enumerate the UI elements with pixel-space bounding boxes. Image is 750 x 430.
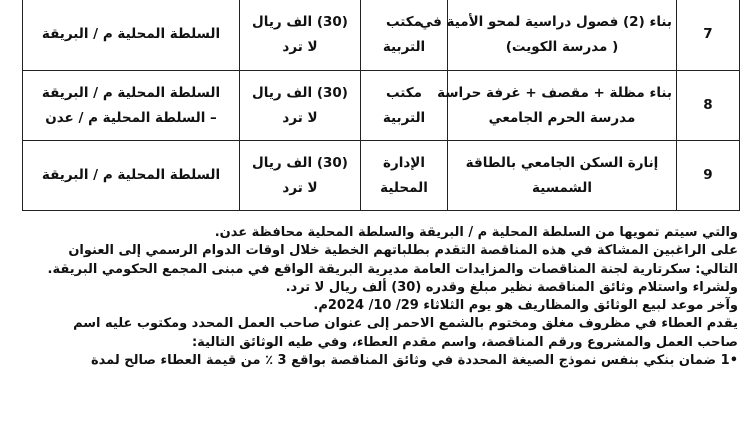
- executing-body-line: مكتب: [385, 13, 422, 30]
- authority-line: – السلطة المحلية م / عدن: [45, 109, 217, 126]
- description-line: بناء مظلة + مقصف + غرفة حراسة: [437, 84, 672, 101]
- row-number-cell: 7: [677, 0, 740, 71]
- executing-body-cell: [361, 141, 448, 211]
- description-line: مدرسة الحرم الجامعي: [488, 109, 636, 126]
- executing-body-line: الإدارة: [383, 154, 425, 171]
- table-row: [23, 0, 740, 71]
- document-price-cell: [240, 71, 361, 141]
- description-line: بناء (2) فصول دراسية لمحو الأمية في: [419, 13, 672, 30]
- price-line: (30) الف ريال: [252, 154, 348, 171]
- tender-table: [22, 0, 740, 211]
- funding-authority-cell: [23, 71, 240, 141]
- price-line: (30) الف ريال: [252, 84, 348, 101]
- executing-body-line: التربية: [382, 109, 426, 126]
- project-description-cell: [448, 141, 677, 211]
- price-line: لا ترد: [282, 109, 318, 126]
- notice-paragraph-line: يقدم العطاء في مظروف مغلق ومختوم بالشمع الاحمر إلى عنوان صاحب العمل المحدد ومكتوب عليه اسم: [73, 316, 738, 332]
- row-number-cell: 9: [677, 141, 740, 211]
- notice-paragraph-line: التالي: سكرتارية لجنة المناقصات والمزايدات العامة مديرية البريقة الواقع في مبنى المجمع الحكومي البريقة.: [47, 261, 738, 277]
- funding-authority-cell: [23, 0, 240, 71]
- authority-line: السلطة المحلية م / البريقة: [41, 167, 221, 183]
- notice-paragraph-line: وآخر موعد لبيع الوثائق والمظاريف هو يوم الثلاثاء 29/ 10/ 2024م.: [313, 298, 738, 314]
- executing-body-line: التربية: [382, 38, 426, 55]
- notice-paragraph-line: ولشراء واستلام وثائق المناقصة نظير مبلغ وقدره (30) ألف ريال لا ترد.: [285, 279, 738, 295]
- project-description-cell: [419, 0, 677, 71]
- notice-paragraph-line: صاحب العمل والمشروع ورقم المناقصة، واسم مقدم العطاء، وفي طيه الوثائق التالية:: [191, 334, 738, 350]
- row-number-cell: 8: [677, 71, 740, 141]
- authority-line: السلطة المحلية م / البريقة: [41, 84, 221, 101]
- description-line: ( مدرسة الكويت): [505, 38, 619, 55]
- authority-line: السلطة المحلية م / البريقة: [41, 26, 221, 42]
- price-line: لا ترد: [282, 38, 318, 55]
- description-line: الشمسية: [532, 179, 592, 196]
- project-description-cell: [437, 71, 677, 141]
- notice-paragraph-line: والتي سيتم تمويها من السلطة المحلية م / البريقة والسلطة المحلية محافظة عدن.: [214, 225, 738, 240]
- description-line: إنارة السكن الجامعي بالطاقة: [465, 154, 659, 171]
- price-line: لا ترد: [282, 179, 318, 196]
- document-price-cell: [240, 141, 361, 211]
- notice-paragraph-line: •1 ضمان بنكي بنفس نموذج الصيغة المحددة في وثائق المناقصة بواقع 3 ٪ من قيمة العطاء صالح لمدة: [90, 353, 738, 369]
- executing-body-cell: [361, 71, 448, 141]
- funding-authority-cell: [23, 141, 240, 211]
- price-line: (30) الف ريال: [252, 13, 348, 30]
- executing-body-line: مكتب: [385, 84, 422, 101]
- document-price-cell: [240, 0, 361, 71]
- tender-notice-text: [8, 224, 738, 370]
- table-row: [23, 71, 740, 141]
- notice-paragraph-line: على الراغبين المشاكة في هذه المناقصة التقدم بطلباتهم الخطية خلال اوقات الدوام الرسمي إلى العنوان: [68, 243, 738, 259]
- executing-body-line: المحلية: [380, 179, 428, 196]
- table-row: [23, 141, 740, 211]
